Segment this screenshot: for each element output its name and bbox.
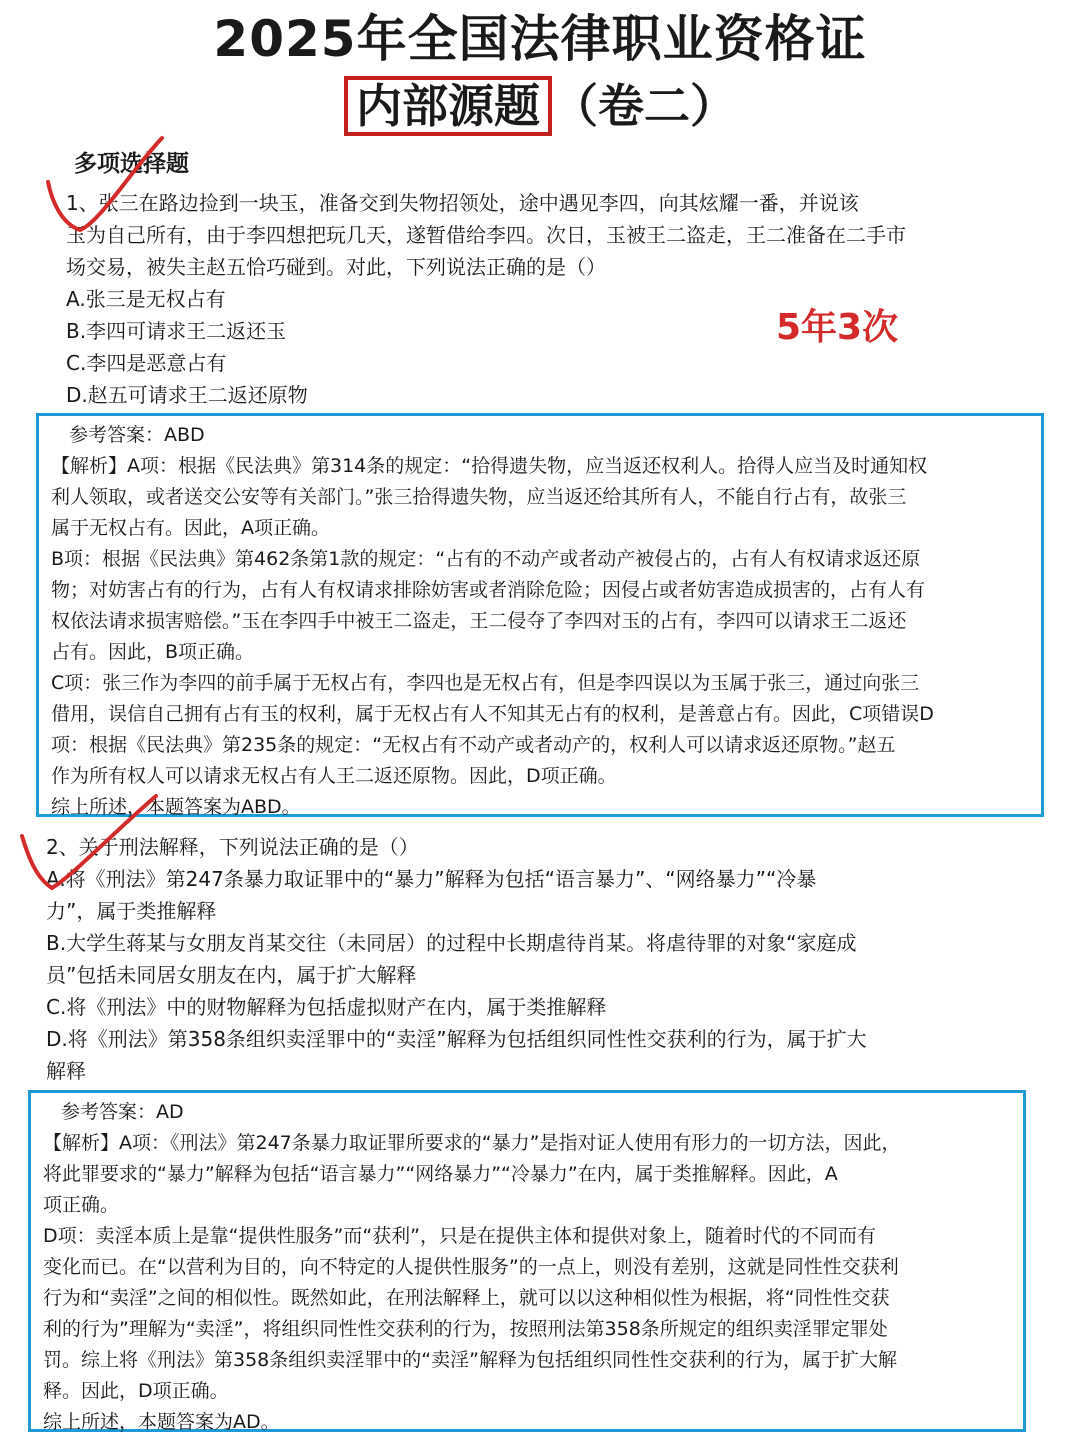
question-1-stem — [66, 187, 1026, 283]
question-1-options — [66, 283, 308, 411]
subtitle-volume: （卷二） — [552, 79, 736, 133]
analysis-line: D项：卖淫本质上是靠“提供性服务”而“获利”，只是在提供主体和提供对象上，随着时代的不同而有 — [43, 1225, 877, 1247]
analysis-line: 项正确。 — [43, 1194, 120, 1216]
subtitle-boxed: 内部源题 — [344, 76, 552, 136]
stem-line: 玉为自己所有，由于李四想把玩几天，遂暂借给李四。次日，玉被王二盗走，王二准备在二手市 — [66, 223, 906, 247]
analysis-line: 【解析】A项：根据《民法典》第314条的规定：“拾得遗失物，应当返还权利人。拾得人应当及时通知权 — [51, 455, 928, 477]
analysis-line: 属于无权占有。因此，A项正确。 — [51, 517, 330, 539]
analysis-line: 综上所述，本题答案为ABD。 — [51, 796, 301, 818]
option-line: C.将《刑法》中的财物解释为包括虚拟财产在内，属于类推解释 — [46, 995, 607, 1019]
analysis-line: 项：根据《民法典》第235条的规定：“无权占有不动产或者动产的，权利人可以请求返还原物。”赵五 — [51, 734, 896, 756]
option-line: B.大学生蒋某与女朋友肖某交往（未同居）的过程中长期虐待肖某。将虐待罪的对象“家庭成 — [46, 931, 857, 955]
option-d: D.赵五可请求王二返还原物 — [66, 383, 308, 407]
answer-label: 参考答案：ABD — [69, 424, 205, 446]
answer-label: 参考答案：AD — [61, 1101, 184, 1123]
analysis-line: 借用，误信自己拥有占有玉的权利，属于无权占有人不知其无占有的权利，是善意占有。因此，C项错误D — [51, 703, 934, 725]
option-line: 力”，属于类推解释 — [46, 899, 217, 923]
analysis-line: 物；对妨害占有的行为，占有人有权请求排除妨害或者消除危险；因侵占或者妨害造成损害的，占有人有 — [51, 579, 926, 601]
option-c: C.李四是恶意占有 — [66, 351, 227, 375]
section-heading: 多项选择题 — [74, 151, 189, 177]
analysis-line: 行为和“卖淫”之间的相似性。既然如此，在刑法解释上，就可以以这种相似性为根据，将“同性性交获 — [43, 1287, 890, 1309]
analysis-line: 释。因此，D项正确。 — [43, 1380, 229, 1402]
analysis-line: 占有。因此，B项正确。 — [51, 641, 255, 663]
answer-box-1 — [36, 413, 1044, 817]
question-2-options — [46, 863, 1006, 1087]
stem-line: 场交易，被失主赵五恰巧碰到。对此，下列说法正确的是（） — [66, 255, 606, 279]
page-subtitle — [0, 76, 1080, 136]
answer-box-2 — [28, 1090, 1026, 1432]
stem-line: 1、张三在路边捡到一块玉，准备交到失物招领处，途中遇见李四，向其炫耀一番，并说该 — [66, 191, 859, 215]
analysis-line: 作为所有权人可以请求无权占有人王二返还原物。因此，D项正确。 — [51, 765, 617, 787]
analysis-line: 将此罪要求的“暴力”解释为包括“语言暴力”“网络暴力”“冷暴力”在内，属于类推解释。因此，A — [43, 1163, 838, 1185]
analysis-line: 利的行为”理解为“卖淫”，将组织同性性交获利的行为，按照刑法第358条所规定的组织卖淫罪定罪处 — [43, 1318, 888, 1340]
option-a: A.张三是无权占有 — [66, 287, 226, 311]
analysis-line: C项：张三作为李四的前手属于无权占有，李四也是无权占有，但是李四误以为玉属于张三，通过向张三 — [51, 672, 920, 694]
option-b: B.李四可请求王二返还玉 — [66, 319, 287, 343]
analysis-line: 罚。综上将《刑法》第358条组织卖淫罪中的“卖淫”解释为包括组织同性性交获利的行为，属于扩大解 — [43, 1349, 897, 1371]
option-line: A.将《刑法》第247条暴力取证罪中的“暴力”解释为包括“语言暴力”、“网络暴力”“冷暴 — [46, 867, 817, 891]
analysis-line: 权依法请求损害赔偿。”玉在李四手中被王二盗走，王二侵夺了李四对玉的占有，李四可以请求王二返还 — [51, 610, 907, 632]
frequency-stamp: 5年3次 — [776, 307, 899, 348]
analysis-line: 变化而已。在“以营利为目的，向不特定的人提供性服务”的一点上，则没有差别，这就是同性性交获利 — [43, 1256, 899, 1278]
page-title: 2025年全国法律职业资格证 — [213, 10, 867, 68]
analysis-line: 【解析】A项：《刑法》第247条暴力取证罪所要求的“暴力”是指对证人使用有形力的一切方法，因此， — [43, 1132, 901, 1154]
question-2-stem: 2、关于刑法解释，下列说法正确的是（） — [46, 835, 419, 859]
analysis-line: 综上所述，本题答案为AD。 — [43, 1411, 280, 1433]
option-line: D.将《刑法》第358条组织卖淫罪中的“卖淫”解释为包括组织同性性交获利的行为，属于扩大 — [46, 1027, 867, 1051]
option-line: 解释 — [46, 1059, 86, 1083]
analysis-line: 利人领取，或者送交公安等有关部门。”张三拾得遗失物，应当返还给其所有人，不能自行占有，故张三 — [51, 486, 907, 508]
option-line: 员”包括未同居女朋友在内，属于扩大解释 — [46, 963, 417, 987]
analysis-line: B项：根据《民法典》第462条第1款的规定：“占有的不动产或者动产被侵占的，占有人有权请求返还原 — [51, 548, 921, 570]
